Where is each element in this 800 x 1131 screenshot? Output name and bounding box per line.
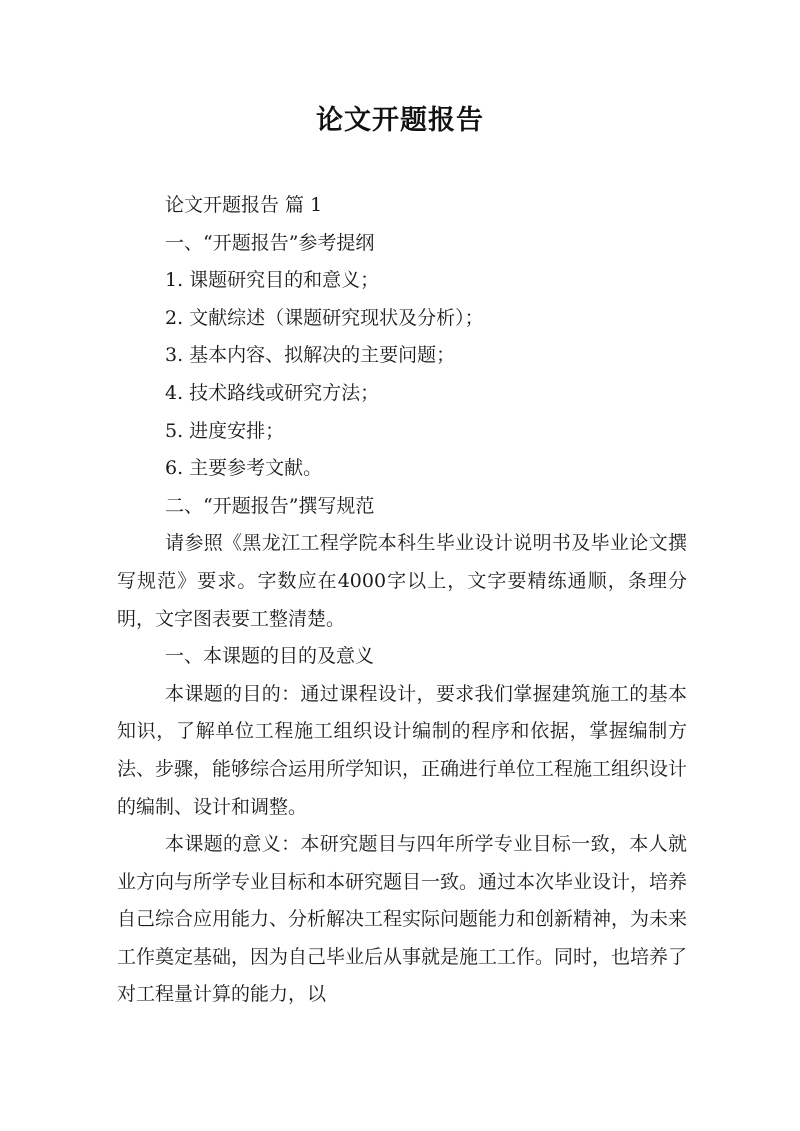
- outline-item: 5. 进度安排；: [165, 419, 285, 442]
- section-heading-norms: 二、“开题报告”撰写规范: [165, 494, 375, 517]
- outline-item: 4. 技术路线或研究方法；: [165, 381, 380, 404]
- section-heading-outline: 一、“开题报告”参考提纲: [165, 231, 375, 254]
- paragraph-norms: 请参照《黑龙江工程学院本科生毕业设计说明书及毕业论文撰写规范》要求。字数应在4000字以上，文字要精练通顺，条理分明，文字图表要工整清楚。: [117, 532, 687, 630]
- document-title: 论文开题报告: [316, 105, 484, 136]
- section-heading-purpose: 一、本课题的目的及意义: [165, 645, 375, 668]
- paragraph-significance: 本课题的意义：本研究题目与四年所学专业目标一致，本人就业方向与所学专业目标和本研究题目一致。通过本次毕业设计，培养自己综合应用能力、分析解决工程实际问题能力和创新精神，为未来工作奠定基础，因为自己毕业后从事就是施工工作。同时，也培养了对工程量计算的能力，以: [117, 833, 688, 1006]
- paragraph-purpose: 本课题的目的：通过课程设计，要求我们掌握建筑施工的基本知识，了解单位工程施工组织设计编制的程序和依据，掌握编制方法、步骤，能够综合运用所学知识，正确进行单位工程施工组织设计的编制、设计和调整。: [117, 682, 688, 818]
- outline-item: 6. 主要参考文献。: [165, 457, 323, 480]
- document-body: [117, 187, 687, 1014]
- outline-item: 2. 文献综述（课题研究现状及分析）；: [165, 306, 484, 329]
- document-subtitle: 论文开题报告 篇 1: [165, 194, 323, 216]
- outline-item: 1. 课题研究目的和意义；: [165, 269, 380, 292]
- outline-item: 3. 基本内容、拟解决的主要问题；: [165, 344, 456, 367]
